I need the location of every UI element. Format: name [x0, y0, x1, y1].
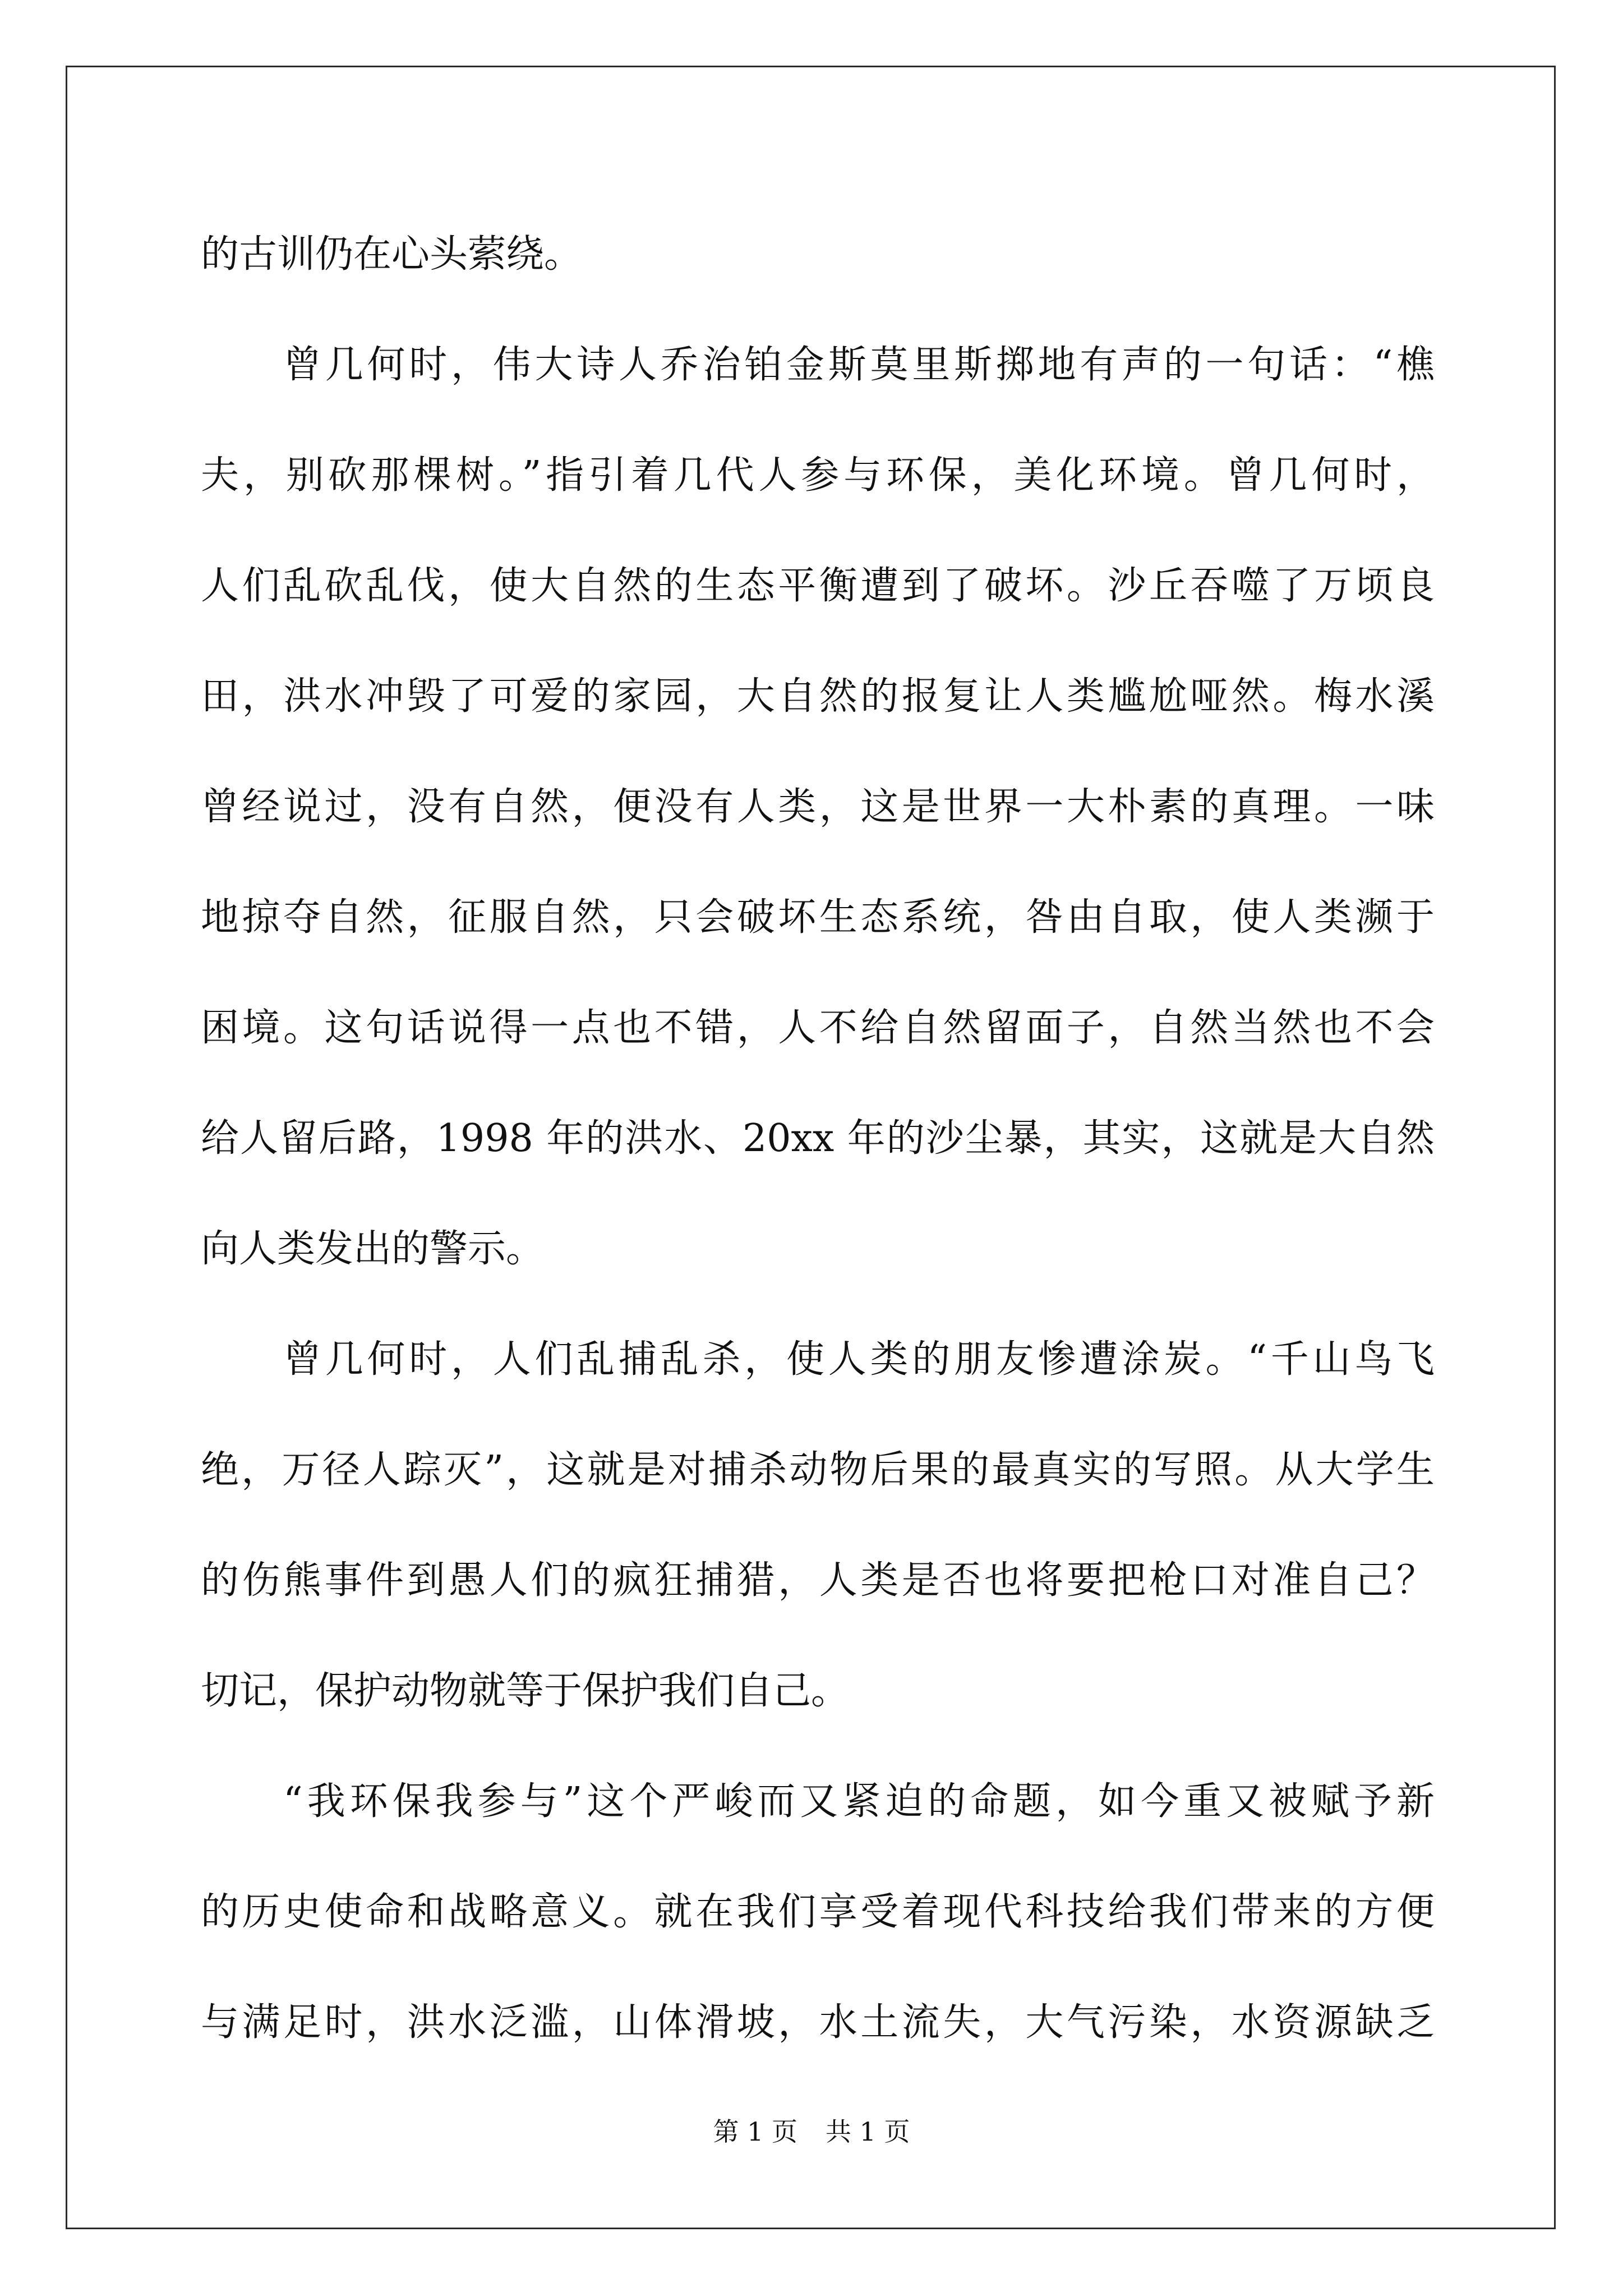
text-line: 地掠夺自然，征服自然，只会破坏生态系统，咎由自取，使人类濒于 — [201, 895, 1435, 940]
text-line: 的古训仍在心头萦绕。 — [201, 232, 583, 277]
text-line: 困境。这句话说得一点也不错，人不给自然留面子，自然当然也不会 — [201, 1006, 1435, 1050]
page-footer — [0, 2115, 1623, 2148]
text-line: 与满足时，洪水泛滥，山体滑坡，水土流失，大气污染，水资源缺乏 — [201, 2000, 1435, 2045]
text-line: 田，洪水冲毁了可爱的家园，大自然的报复让人类尴尬哑然。梅水溪 — [201, 674, 1435, 719]
text-line: “我环保我参与”这个严峻而又紧迫的命题，如今重又被赋予新 — [283, 1779, 1435, 1824]
text-line: 的历史使命和战略意义。就在我们享受着现代科技给我们带来的方便 — [201, 1890, 1435, 1934]
paragraph — [201, 199, 1435, 310]
text-line: 向人类发出的警示。 — [201, 1227, 545, 1271]
page-number: 第 1 页 — [713, 2116, 797, 2147]
text-line: 曾几何时，伟大诗人乔治铂金斯莫里斯掷地有声的一句话：“樵 — [283, 343, 1435, 387]
text-line: 切记，保护动物就等于保护我们自己。 — [201, 1669, 850, 1713]
text-line: 人们乱砍乱伐，使大自然的生态平衡遭到了破坏。沙丘吞噬了万顷良 — [201, 564, 1435, 608]
text-line: 绝，万径人踪灭”，这就是对捕杀动物后果的最真实的写照。从大学生 — [201, 1448, 1435, 1492]
text-line: 的伤熊事件到愚人们的疯狂捕猎，人类是否也将要把枪口对准自己？ — [201, 1558, 1435, 1603]
paragraph — [201, 310, 1435, 1304]
paragraph — [201, 1746, 1435, 2078]
paragraph — [201, 1304, 1435, 1746]
text-line: 曾经说过，没有自然，便没有人类，这是世界一大朴素的真理。一味 — [201, 785, 1435, 829]
text-line: 给人留后路，1998 年的洪水、20xx 年的沙尘暴，其实，这就是大自然 — [201, 1116, 1435, 1161]
text-line: 夫，别砍那棵树。”指引着几代人参与环保，美化环境。曾几何时， — [201, 453, 1435, 498]
page-total: 共 1 页 — [826, 2116, 910, 2147]
text-line: 曾几何时，人们乱捕乱杀，使人类的朋友惨遭涂炭。“千山鸟飞 — [283, 1337, 1435, 1382]
document-body — [201, 199, 1435, 2078]
